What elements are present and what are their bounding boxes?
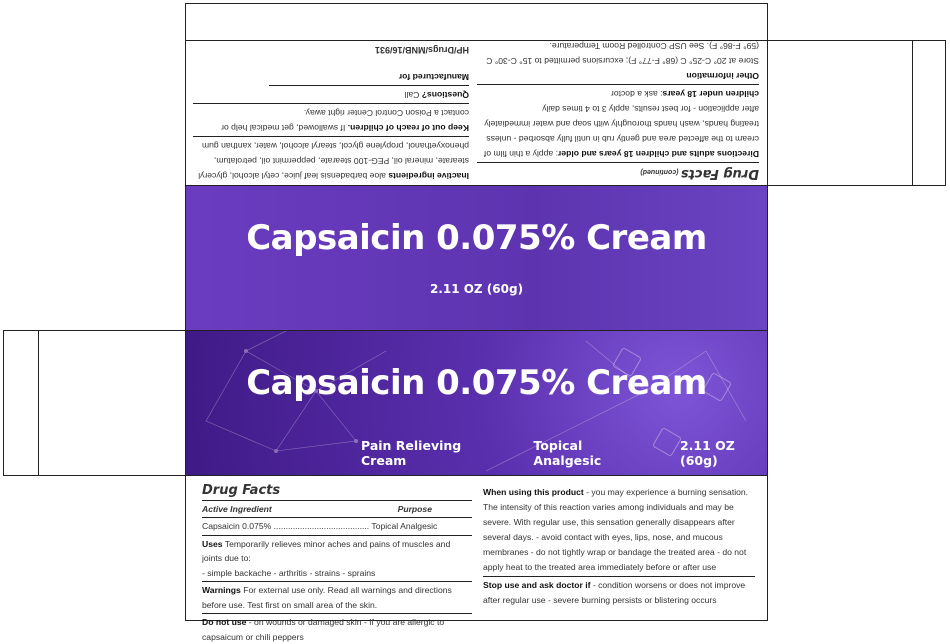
active-ingredient-row: Capsaicin 0.075% ........................................ Topical Analgesic xyxy=(202,521,438,531)
right-glue-flap xyxy=(912,40,946,186)
product-size: 2.11 OZ (60g) xyxy=(429,282,524,296)
continued-label: (continued) xyxy=(640,168,679,175)
active-ingredient-header: Active Ingredient xyxy=(202,503,272,514)
inactive-column xyxy=(193,42,469,183)
top-flap xyxy=(185,3,768,41)
back-panel-continued xyxy=(185,40,768,186)
product-size: 2.11 OZ (60g) xyxy=(679,438,735,468)
questions: Questions? Call xyxy=(404,90,469,100)
drug-facts-right-column xyxy=(483,485,755,608)
drug-facts-title: Drug Facts xyxy=(202,483,281,498)
top-front-panel xyxy=(185,185,768,331)
category: Topical Analgesic xyxy=(533,438,602,468)
tagline: Pain Relieving Cream xyxy=(361,438,462,468)
right-side-panel xyxy=(767,40,913,186)
product-title: Capsaicin 0.075% Cream xyxy=(246,218,707,258)
drug-facts-panel xyxy=(185,475,768,642)
manufactured-for: Manufactured for xyxy=(398,72,469,82)
other-information: Other information Store at 20° C-25° C (68° F-77° F); excursions permitted to 15° C-30° C (59° F-86° F). See USP Controlled Room Temperature. xyxy=(486,41,759,81)
left-side-panel xyxy=(38,330,186,476)
main-front-panel xyxy=(185,330,768,476)
inactive-ingredients: Inactive ingredients aloe barbadensis leaf juice, cetyl alcohol, glyceryl stearate, mineral oil, PEG-100 stearate, peppermint oil, petrolatum, phenoxyethanol, propylene glycol, stearyl alcohol, water, xanthan gum xyxy=(198,141,469,181)
warnings: Warnings For external use only. Read all warnings and directions before use. Test first on small area of the skin. xyxy=(202,585,452,610)
when-using: When using this product - you may experience a burning sensation. The intensity of this reaction varies among individuals and may be severe. With regular use, this sensation generally disappears after several days. - avoid contact with eyes, lips, nose, and mucous membranes - do not tightly wrap or bandage the treated area - do not apply heat to the treated area immediately before or after use xyxy=(483,487,749,572)
directions: Directions adults and children 18 years and older: apply a thin film of cream to the affected area and gently rub in until fully absorbed - unless treating hands, wash hands thoroughly with soap and water immediately after application - for best results, apply 3 to 4 times daily xyxy=(483,104,759,159)
uses: Uses Temporarily relieves minor aches and pains of muscles and joints due to: - simple backache - arthritis - strains - sprains xyxy=(202,538,451,578)
drug-facts-continued-title: Drug Facts xyxy=(680,166,759,181)
drug-facts-left-column xyxy=(202,484,472,644)
product-title: Capsaicin 0.075% Cream xyxy=(246,363,707,403)
product-code: HP/Drugs/MNB/16/931 xyxy=(374,45,469,55)
drug-facts-continued-column xyxy=(477,40,759,181)
purpose-header: Purpose xyxy=(397,503,432,514)
stop-use: Stop use and ask doctor if - condition worsens or does not improve after regular use - severe burning persists or blistering occurs xyxy=(483,580,746,605)
left-glue-flap xyxy=(3,330,39,476)
keep-out-of-reach: Keep out of reach of children. If swallowed, get medical help or contact a Poison Control Center right away. xyxy=(221,108,469,133)
children-directions: children under 18 years: ask a doctor xyxy=(610,89,759,99)
do-not-use: Do not use - on wounds or damaged skin - If you are allergic to capsaicum or chili peppers xyxy=(202,617,445,642)
